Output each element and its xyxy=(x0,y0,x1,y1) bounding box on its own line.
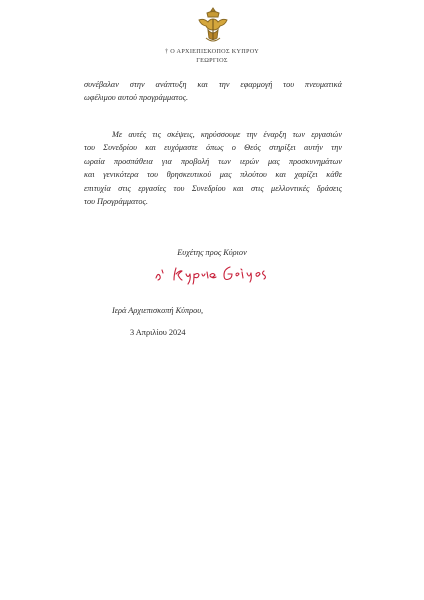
text-line: Με αυτές τις σκέψεις, κηρύσσουμε την έναρξη των εργασιών xyxy=(112,130,342,139)
text-line: ωφέλιμου αυτού προγράμματος. xyxy=(84,93,189,103)
archiepiscopal-crest-icon xyxy=(196,6,230,46)
text-line: του Συνεδρίου και ευχόμαστε όπως ο Θεός στηρίξει αυτήν την xyxy=(84,143,342,153)
handwritten-signature xyxy=(152,262,282,286)
closing-salutation: Ευχέτης προς Κύριον xyxy=(177,248,247,257)
date-line: 3 Απριλίου 2024 xyxy=(130,328,186,337)
header-title: † Ο ΑΡΧΙΕΠΙΣΚΟΠΟΣ ΚΥΠΡΟΥ xyxy=(165,48,259,55)
text-line: του Προγράμματος. xyxy=(84,197,148,207)
text-line: και γενικότερα του θρησκευτικού μας πλούτου και χαρίζει κάθε xyxy=(84,170,342,180)
paragraph-2 xyxy=(84,128,342,208)
place-line: Ιερά Αρχιεπισκοπή Κύπρου, xyxy=(112,306,204,315)
paragraph-1 xyxy=(84,78,342,105)
header-name: ΓΕΩΡΓΙΟΣ xyxy=(196,57,228,64)
text-line: επιτυχία στις εργασίες του Συνεδρίου και στις μελλοντικές δράσεις xyxy=(84,183,342,193)
text-line: συνέβαλαν στην ανάπτυξη και την εφαρμογή του πνευματικά xyxy=(84,80,342,89)
text-line: ωραία προσπάθεια για προβολή των ιερών μας προσκυνημάτων xyxy=(84,156,342,166)
